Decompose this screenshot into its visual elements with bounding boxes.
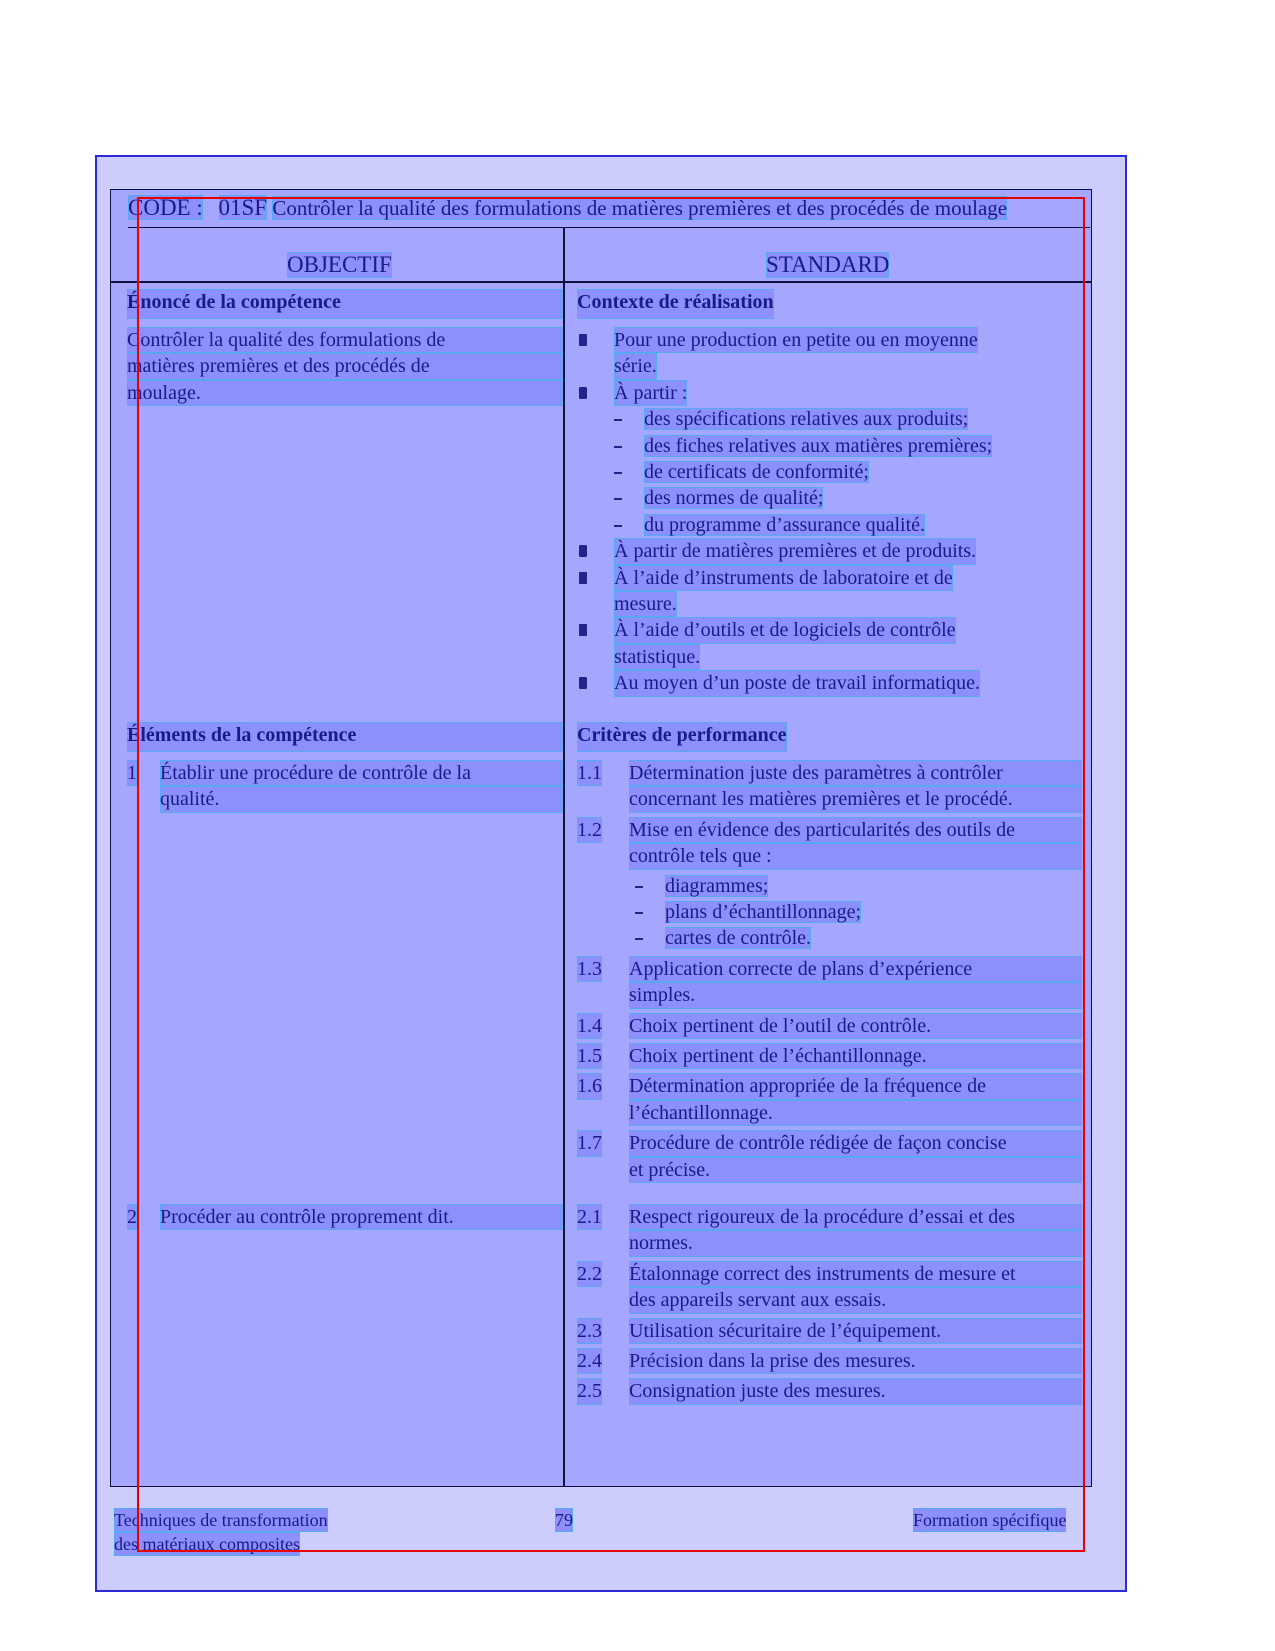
enonce-line: matières premières et des procédés de [127, 353, 563, 379]
critere-item: 1.6 Détermination appropriée de la fréquence de l’échantillonnage. [577, 1073, 1082, 1126]
contexte-subitem: des fiches relatives aux matières premières; [644, 434, 993, 457]
contexte-item: À l’aide d’outils et de logiciels de contrôle statistique. [577, 617, 1077, 670]
critere-item: 1.2 Mise en évidence des particularités des outils de contrôle tels que : diagrammes; plans d’échantillonnage; cartes de contrôle. [577, 817, 1082, 952]
critere-item: 2.4 Précision dans la prise des mesures. [577, 1348, 1082, 1374]
bullet-icon [579, 387, 587, 399]
criteres-section-2 [577, 1204, 1082, 1405]
bullet-icon [579, 334, 587, 346]
critere-subitem: cartes de contrôle. [665, 927, 812, 950]
critere-item: 2.1 Respect rigoureux de la procédure d’essai et des normes. [577, 1204, 1082, 1257]
dash-icon [614, 498, 622, 500]
dash-icon [614, 525, 622, 527]
contexte-heading: Contexte de réalisation [577, 289, 774, 319]
critere-item: 2.3 Utilisation sécuritaire de l’équipement. [577, 1318, 1082, 1344]
contexte-subitem: des normes de qualité; [644, 487, 824, 510]
critere-item: 1.4 Choix pertinent de l’outil de contrôle. [577, 1013, 1082, 1039]
dash-icon [614, 446, 622, 448]
contexte-item: À partir : des spécifications relatives aux produits; des fiches relatives aux matières premières; de certificats de conformité; des normes de qualité; du programme d’assurance qualité. [577, 380, 1077, 538]
critere-subitem: diagrammes; [665, 874, 769, 897]
critere-item: 1.3 Application correcte de plans d’expérience simples. [577, 956, 1082, 1009]
contexte-item: Au moyen d’un poste de travail informatique. [577, 670, 1077, 696]
bullet-icon [579, 572, 587, 584]
enonce-heading: Énoncé de la compétence [127, 289, 563, 319]
critere-item: 2.2 Étalonnage correct des instruments de mesure et des appareils servant aux essais. [577, 1261, 1082, 1314]
critere-item: 1.7 Procédure de contrôle rédigée de façon concise et précise. [577, 1130, 1082, 1183]
contexte-subitem: du programme d’assurance qualité. [644, 513, 926, 536]
dash-icon [635, 886, 643, 888]
critere-item: 1.1 Détermination juste des paramètres à contrôler concernant les matières premières et le procédé. [577, 760, 1082, 813]
code-value: 01SF [218, 195, 268, 220]
criteres-section [577, 722, 1082, 1183]
header-objectif: OBJECTIF [287, 252, 392, 277]
column-divider [563, 227, 565, 1487]
contexte-subitem: des spécifications relatives aux produits; [644, 408, 969, 431]
bullet-icon [579, 545, 587, 557]
enonce-line: Contrôler la qualité des formulations de [127, 327, 563, 353]
element-item: 2 Procéder au contrôle proprement dit. [127, 1204, 563, 1230]
critere-item: 1.5 Choix pertinent de l’échantillonnage. [577, 1043, 1082, 1069]
contexte-section [577, 289, 1077, 697]
dash-icon [614, 472, 622, 474]
code-title: Contrôler la qualité des formulations de matières premières et des procédés de moulage [272, 196, 1008, 220]
enonce-section [127, 289, 563, 406]
contexte-item: À l’aide d’instruments de laboratoire et de mesure. [577, 565, 1077, 618]
footer-left: Techniques de transformation des matériaux composites [114, 1510, 328, 1554]
bullet-icon [579, 677, 587, 689]
elements-section [127, 722, 563, 813]
contexte-item: Pour une production en petite ou en moyenne série. [577, 327, 1077, 380]
elements-heading: Éléments de la compétence [127, 722, 563, 752]
dash-icon [635, 912, 643, 914]
header-standard: STANDARD [766, 252, 890, 277]
criteres-heading: Critères de performance [577, 722, 787, 752]
bullet-icon [579, 624, 587, 636]
page-number: 79 [555, 1510, 573, 1530]
dash-icon [614, 419, 622, 421]
dash-icon [635, 938, 643, 940]
code-label: CODE : [128, 195, 203, 220]
contexte-item: À partir de matières premières et de produits. [577, 538, 1077, 564]
header-divider [110, 281, 1092, 283]
code-line [128, 193, 1090, 228]
critere-subitem: plans d’échantillonnage; [665, 901, 862, 924]
element-item: 1 Établir une procédure de contrôle de la qualité. [127, 760, 563, 813]
footer-right: Formation spécifique [913, 1510, 1067, 1530]
critere-item: 2.5 Consignation juste des mesures. [577, 1378, 1082, 1404]
contexte-subitem: de certificats de conformité; [644, 461, 869, 484]
enonce-line: moulage. [127, 380, 563, 406]
